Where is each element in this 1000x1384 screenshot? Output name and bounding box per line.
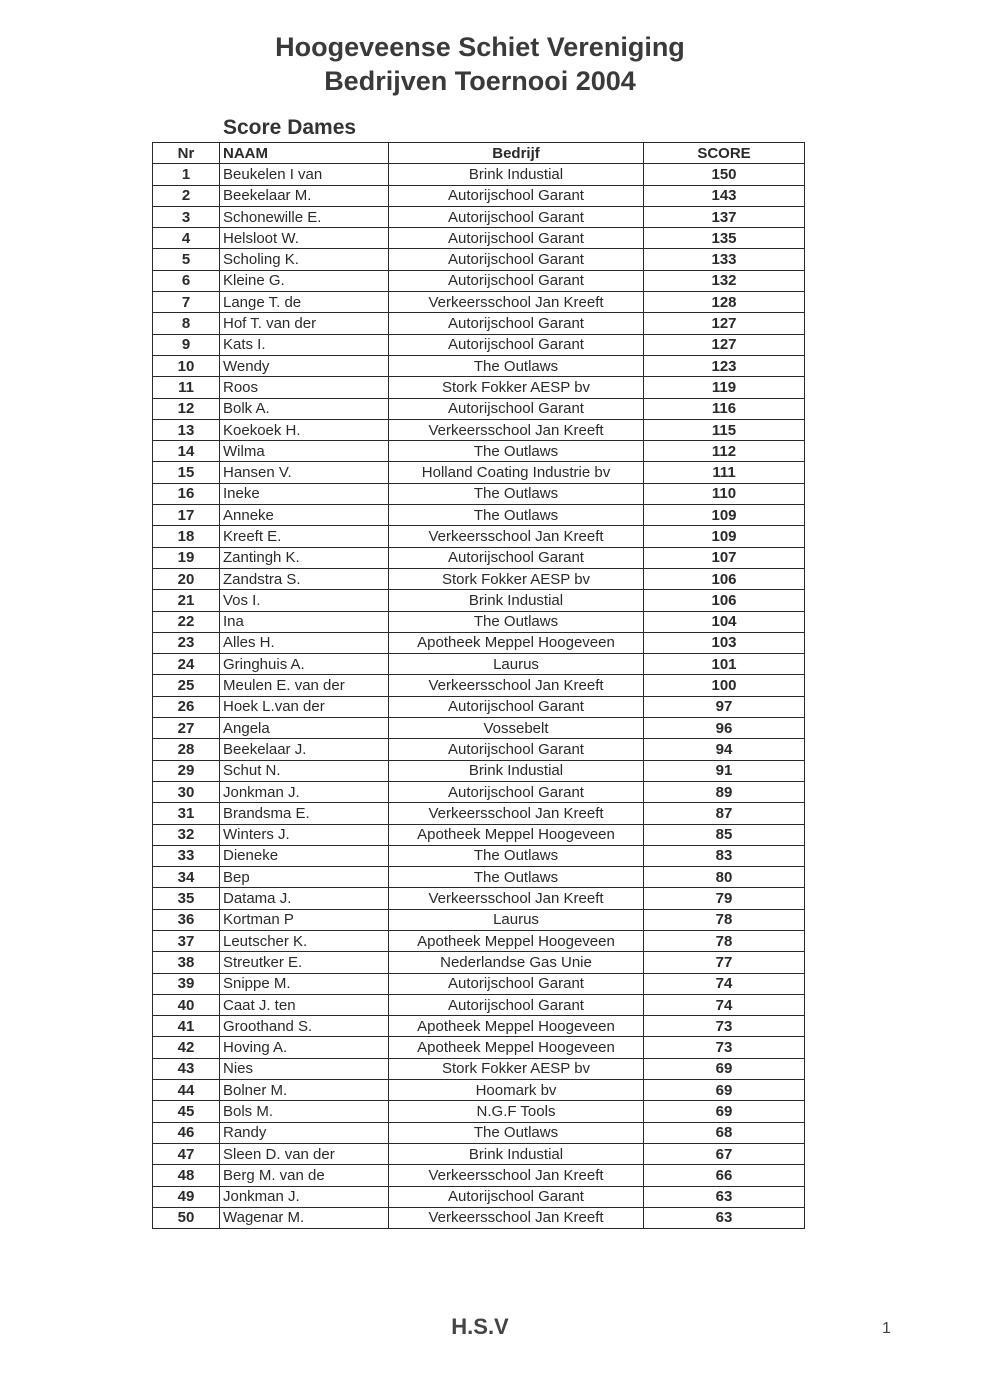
cell-nr: 41 [153,1016,220,1037]
cell-bedrijf: The Outlaws [389,355,644,376]
table-row [153,270,805,291]
cell-bedrijf: Holland Coating Industrie bv [389,462,644,483]
cell-bedrijf: The Outlaws [389,1122,644,1143]
cell-nr: 19 [153,547,220,568]
cell-nr: 4 [153,228,220,249]
cell-naam: Ineke [220,483,389,504]
table-row [153,696,805,717]
cell-nr: 7 [153,292,220,313]
cell-score: 66 [644,1165,805,1186]
cell-nr: 5 [153,249,220,270]
cell-nr: 38 [153,952,220,973]
cell-nr: 44 [153,1080,220,1101]
table-row [153,547,805,568]
cell-bedrijf: Hoomark bv [389,1080,644,1101]
cell-naam: Lange T. de [220,292,389,313]
cell-score: 101 [644,654,805,675]
table-row [153,377,805,398]
cell-naam: Meulen E. van der [220,675,389,696]
cell-nr: 11 [153,377,220,398]
cell-nr: 6 [153,270,220,291]
cell-naam: Scholing K. [220,249,389,270]
cell-score: 127 [644,313,805,334]
cell-bedrijf: Verkeersschool Jan Kreeft [389,419,644,440]
cell-nr: 46 [153,1122,220,1143]
cell-naam: Jonkman J. [220,1186,389,1207]
table-row [153,1207,805,1228]
cell-bedrijf: Autorijschool Garant [389,249,644,270]
cell-nr: 16 [153,483,220,504]
cell-score: 63 [644,1186,805,1207]
table-row [153,568,805,589]
cell-score: 111 [644,462,805,483]
cell-naam: Beekelaar J. [220,739,389,760]
cell-nr: 45 [153,1101,220,1122]
cell-naam: Brandsma E. [220,803,389,824]
table-row [153,1101,805,1122]
cell-naam: Kats I. [220,334,389,355]
cell-nr: 34 [153,867,220,888]
cell-bedrijf: The Outlaws [389,845,644,866]
cell-score: 78 [644,909,805,930]
cell-nr: 13 [153,419,220,440]
cell-nr: 2 [153,185,220,206]
table-row [153,888,805,909]
cell-nr: 8 [153,313,220,334]
score-table [152,142,805,1229]
cell-naam: Kortman P [220,909,389,930]
table-row [153,313,805,334]
cell-nr: 39 [153,973,220,994]
cell-naam: Beukelen I van [220,164,389,185]
cell-nr: 29 [153,760,220,781]
table-row [153,419,805,440]
cell-score: 135 [644,228,805,249]
table-row [153,185,805,206]
cell-bedrijf: Verkeersschool Jan Kreeft [389,675,644,696]
cell-naam: Hoek L.van der [220,696,389,717]
cell-bedrijf: Vossebelt [389,718,644,739]
cell-bedrijf: N.G.F Tools [389,1101,644,1122]
cell-nr: 47 [153,1143,220,1164]
cell-score: 132 [644,270,805,291]
cell-bedrijf: Autorijschool Garant [389,781,644,802]
cell-score: 133 [644,249,805,270]
column-header-naam: NAAM [220,143,389,164]
table-row [153,526,805,547]
cell-bedrijf: Autorijschool Garant [389,206,644,227]
cell-bedrijf: The Outlaws [389,441,644,462]
cell-nr: 40 [153,994,220,1015]
cell-score: 68 [644,1122,805,1143]
table-row [153,206,805,227]
cell-score: 79 [644,888,805,909]
table-row [153,228,805,249]
cell-naam: Snippe M. [220,973,389,994]
table-row [153,441,805,462]
cell-bedrijf: The Outlaws [389,505,644,526]
cell-naam: Sleen D. van der [220,1143,389,1164]
cell-score: 123 [644,355,805,376]
table-row [153,867,805,888]
cell-score: 69 [644,1080,805,1101]
cell-bedrijf: Verkeersschool Jan Kreeft [389,526,644,547]
cell-nr: 3 [153,206,220,227]
cell-bedrijf: Autorijschool Garant [389,547,644,568]
cell-nr: 24 [153,654,220,675]
cell-bedrijf: Apotheek Meppel Hoogeveen [389,1016,644,1037]
cell-score: 106 [644,590,805,611]
cell-naam: Bep [220,867,389,888]
cell-score: 77 [644,952,805,973]
table-row [153,718,805,739]
cell-score: 94 [644,739,805,760]
cell-naam: Helsloot W. [220,228,389,249]
table-row [153,590,805,611]
cell-bedrijf: Apotheek Meppel Hoogeveen [389,824,644,845]
cell-score: 127 [644,334,805,355]
cell-nr: 30 [153,781,220,802]
footer-org: H.S.V [451,1314,509,1339]
cell-score: 78 [644,930,805,951]
cell-bedrijf: The Outlaws [389,483,644,504]
cell-nr: 32 [153,824,220,845]
table-row [153,739,805,760]
cell-bedrijf: Autorijschool Garant [389,739,644,760]
table-row [153,994,805,1015]
cell-naam: Kleine G. [220,270,389,291]
column-header-score: SCORE [644,143,805,164]
document-title: Hoogeveense Schiet Vereniging [275,32,685,62]
cell-score: 150 [644,164,805,185]
table-row [153,505,805,526]
cell-bedrijf: Verkeersschool Jan Kreeft [389,803,644,824]
cell-bedrijf: Brink Industial [389,164,644,185]
cell-bedrijf: Laurus [389,654,644,675]
cell-bedrijf: Autorijschool Garant [389,1186,644,1207]
cell-naam: Ina [220,611,389,632]
cell-nr: 43 [153,1058,220,1079]
cell-bedrijf: Autorijschool Garant [389,228,644,249]
cell-score: 97 [644,696,805,717]
cell-naam: Hoving A. [220,1037,389,1058]
cell-bedrijf: The Outlaws [389,611,644,632]
cell-score: 91 [644,760,805,781]
cell-nr: 35 [153,888,220,909]
column-header-bedrijf: Bedrijf [389,143,644,164]
cell-naam: Schut N. [220,760,389,781]
cell-score: 83 [644,845,805,866]
cell-bedrijf: Stork Fokker AESP bv [389,377,644,398]
cell-naam: Caat J. ten [220,994,389,1015]
cell-score: 73 [644,1037,805,1058]
cell-naam: Vos I. [220,590,389,611]
cell-nr: 28 [153,739,220,760]
cell-bedrijf: Stork Fokker AESP bv [389,1058,644,1079]
table-row [153,952,805,973]
section-title: Score Dames [223,116,357,139]
cell-score: 109 [644,505,805,526]
cell-naam: Bolk A. [220,398,389,419]
cell-score: 104 [644,611,805,632]
cell-score: 115 [644,419,805,440]
cell-naam: Zantingh K. [220,547,389,568]
cell-score: 110 [644,483,805,504]
cell-bedrijf: Verkeersschool Jan Kreeft [389,888,644,909]
cell-bedrijf: Laurus [389,909,644,930]
table-row [153,973,805,994]
cell-nr: 15 [153,462,220,483]
cell-nr: 21 [153,590,220,611]
table-row [153,1037,805,1058]
cell-naam: Wagenar M. [220,1207,389,1228]
cell-nr: 48 [153,1165,220,1186]
table-row [153,398,805,419]
cell-naam: Zandstra S. [220,568,389,589]
table-row [153,355,805,376]
table-row [153,334,805,355]
cell-naam: Wendy [220,355,389,376]
cell-bedrijf: Brink Industial [389,590,644,611]
cell-score: 107 [644,547,805,568]
cell-bedrijf: Autorijschool Garant [389,696,644,717]
cell-nr: 27 [153,718,220,739]
cell-naam: Gringhuis A. [220,654,389,675]
cell-naam: Leutscher K. [220,930,389,951]
cell-score: 103 [644,632,805,653]
cell-naam: Hansen V. [220,462,389,483]
cell-bedrijf: Verkeersschool Jan Kreeft [389,292,644,313]
cell-naam: Schonewille E. [220,206,389,227]
cell-bedrijf: Brink Industial [389,760,644,781]
cell-bedrijf: Autorijschool Garant [389,334,644,355]
table-row [153,1165,805,1186]
table-header-row [153,143,805,164]
cell-score: 67 [644,1143,805,1164]
cell-naam: Bols M. [220,1101,389,1122]
table-row [153,1080,805,1101]
cell-nr: 1 [153,164,220,185]
cell-score: 109 [644,526,805,547]
cell-nr: 50 [153,1207,220,1228]
cell-score: 112 [644,441,805,462]
cell-score: 80 [644,867,805,888]
cell-bedrijf: Apotheek Meppel Hoogeveen [389,930,644,951]
table-row [153,909,805,930]
page-number: 1 [882,1320,891,1337]
cell-score: 69 [644,1058,805,1079]
cell-score: 85 [644,824,805,845]
cell-naam: Datama J. [220,888,389,909]
cell-naam: Bolner M. [220,1080,389,1101]
cell-nr: 20 [153,568,220,589]
cell-nr: 42 [153,1037,220,1058]
cell-naam: Randy [220,1122,389,1143]
column-header-nr: Nr [153,143,220,164]
table-row [153,483,805,504]
cell-score: 116 [644,398,805,419]
table-row [153,249,805,270]
cell-naam: Streutker E. [220,952,389,973]
cell-nr: 49 [153,1186,220,1207]
cell-nr: 31 [153,803,220,824]
cell-bedrijf: Brink Industial [389,1143,644,1164]
cell-score: 100 [644,675,805,696]
cell-score: 89 [644,781,805,802]
cell-bedrijf: Autorijschool Garant [389,313,644,334]
cell-bedrijf: Autorijschool Garant [389,973,644,994]
table-row [153,654,805,675]
cell-bedrijf: Verkeersschool Jan Kreeft [389,1207,644,1228]
cell-nr: 14 [153,441,220,462]
table-row [153,1122,805,1143]
table-row [153,930,805,951]
table-row [153,1186,805,1207]
table-row [153,675,805,696]
cell-nr: 9 [153,334,220,355]
table-row [153,1016,805,1037]
cell-bedrijf: Verkeersschool Jan Kreeft [389,1165,644,1186]
cell-naam: Kreeft E. [220,526,389,547]
cell-naam: Beekelaar M. [220,185,389,206]
cell-nr: 18 [153,526,220,547]
table-row [153,781,805,802]
cell-bedrijf: Autorijschool Garant [389,185,644,206]
cell-naam: Dieneke [220,845,389,866]
cell-bedrijf: The Outlaws [389,867,644,888]
cell-score: 87 [644,803,805,824]
table-body [153,164,805,1229]
cell-naam: Groothand S. [220,1016,389,1037]
cell-nr: 22 [153,611,220,632]
table-row [153,760,805,781]
cell-naam: Winters J. [220,824,389,845]
cell-score: 63 [644,1207,805,1228]
cell-nr: 26 [153,696,220,717]
cell-score: 128 [644,292,805,313]
cell-naam: Berg M. van de [220,1165,389,1186]
cell-nr: 33 [153,845,220,866]
cell-score: 73 [644,1016,805,1037]
cell-bedrijf: Autorijschool Garant [389,398,644,419]
cell-bedrijf: Stork Fokker AESP bv [389,568,644,589]
cell-naam: Anneke [220,505,389,526]
cell-nr: 17 [153,505,220,526]
cell-score: 69 [644,1101,805,1122]
table-row [153,632,805,653]
document-subtitle: Bedrijven Toernooi 2004 [324,66,636,96]
cell-score: 143 [644,185,805,206]
table-row [153,292,805,313]
cell-naam: Alles H. [220,632,389,653]
cell-nr: 10 [153,355,220,376]
cell-nr: 23 [153,632,220,653]
cell-nr: 25 [153,675,220,696]
cell-score: 106 [644,568,805,589]
cell-bedrijf: Apotheek Meppel Hoogeveen [389,632,644,653]
cell-nr: 12 [153,398,220,419]
cell-nr: 36 [153,909,220,930]
cell-naam: Angela [220,718,389,739]
cell-naam: Nies [220,1058,389,1079]
cell-bedrijf: Autorijschool Garant [389,994,644,1015]
cell-naam: Koekoek H. [220,419,389,440]
cell-score: 119 [644,377,805,398]
table-row [153,1058,805,1079]
cell-naam: Roos [220,377,389,398]
table-row [153,462,805,483]
cell-bedrijf: Nederlandse Gas Unie [389,952,644,973]
table-row [153,164,805,185]
table-row [153,845,805,866]
table-row [153,824,805,845]
table-row [153,611,805,632]
cell-score: 74 [644,973,805,994]
cell-naam: Hof T. van der [220,313,389,334]
cell-score: 74 [644,994,805,1015]
cell-naam: Wilma [220,441,389,462]
cell-score: 137 [644,206,805,227]
cell-nr: 37 [153,930,220,951]
table-row [153,1143,805,1164]
cell-bedrijf: Apotheek Meppel Hoogeveen [389,1037,644,1058]
table-row [153,803,805,824]
cell-score: 96 [644,718,805,739]
cell-naam: Jonkman J. [220,781,389,802]
cell-bedrijf: Autorijschool Garant [389,270,644,291]
